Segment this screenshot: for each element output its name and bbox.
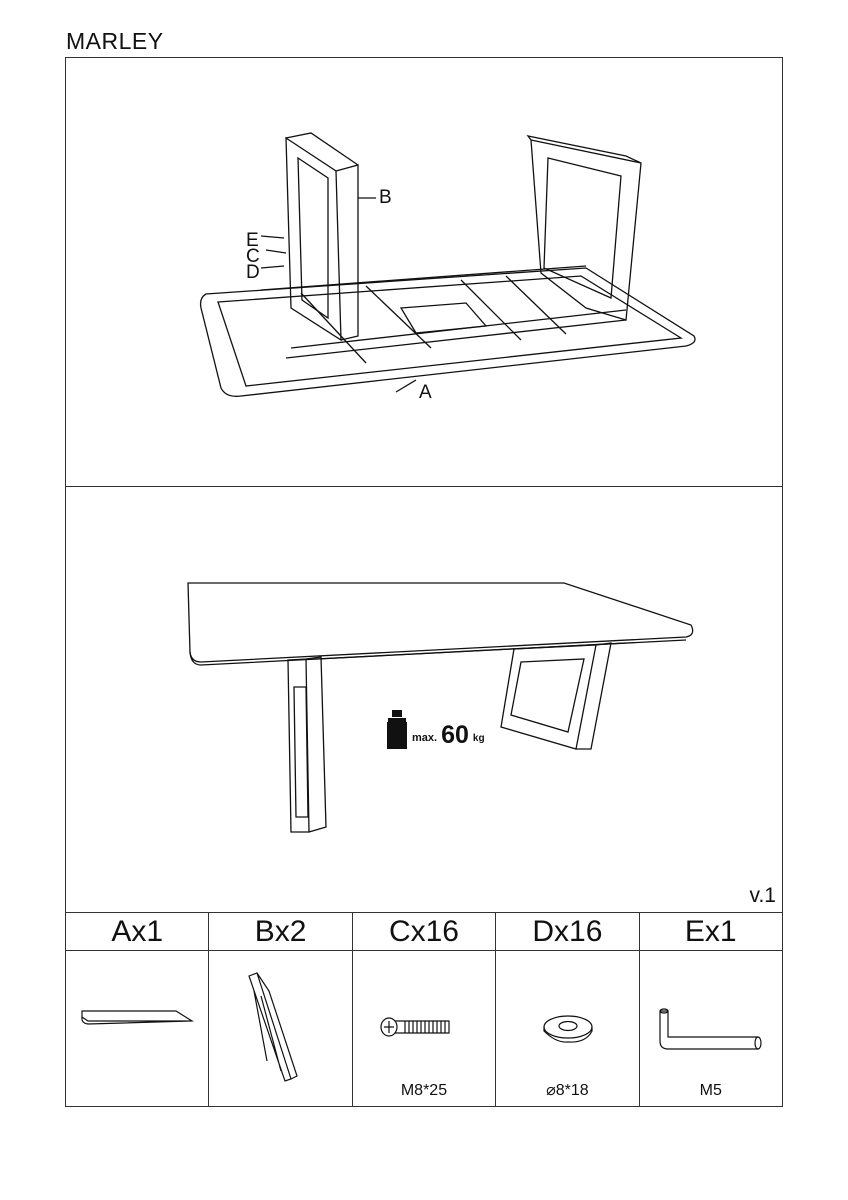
label-b: B [379, 187, 392, 208]
max-load-indicator [386, 710, 485, 750]
max-label: max. [412, 732, 438, 744]
part-e-spec: M5 [699, 1082, 722, 1099]
part-d-label: Dx16 [496, 913, 639, 951]
tabletop-icon [66, 951, 209, 1106]
part-d-cell [496, 951, 639, 1107]
label-c: C [246, 246, 260, 267]
max-load-value: 60 [441, 721, 469, 749]
part-b-cell [209, 951, 352, 1107]
label-e: E [246, 230, 259, 251]
label-d: D [246, 262, 260, 283]
product-title: MARLEY [66, 28, 164, 54]
part-a-cell [66, 951, 209, 1107]
part-c-spec: M8*25 [400, 1082, 448, 1099]
part-b-label: Bx2 [209, 913, 352, 951]
part-e-label: Ex1 [639, 913, 782, 951]
assembly-step-panel [65, 57, 783, 487]
part-e-cell [639, 951, 782, 1107]
version-label: v.1 [749, 884, 776, 907]
part-c-label: Cx16 [352, 913, 495, 951]
weight-icon [386, 710, 408, 750]
table-drawing [66, 487, 784, 914]
label-a: A [419, 382, 432, 403]
max-load-unit: kg [472, 733, 485, 744]
assembly-drawing [66, 58, 784, 488]
part-d-spec: ⌀8*18 [546, 1082, 589, 1099]
part-c-cell [352, 951, 495, 1107]
part-a-label: Ax1 [66, 913, 209, 951]
parts-list [65, 912, 783, 1107]
leg-frame-icon [209, 951, 352, 1106]
finished-table-panel [65, 486, 783, 913]
